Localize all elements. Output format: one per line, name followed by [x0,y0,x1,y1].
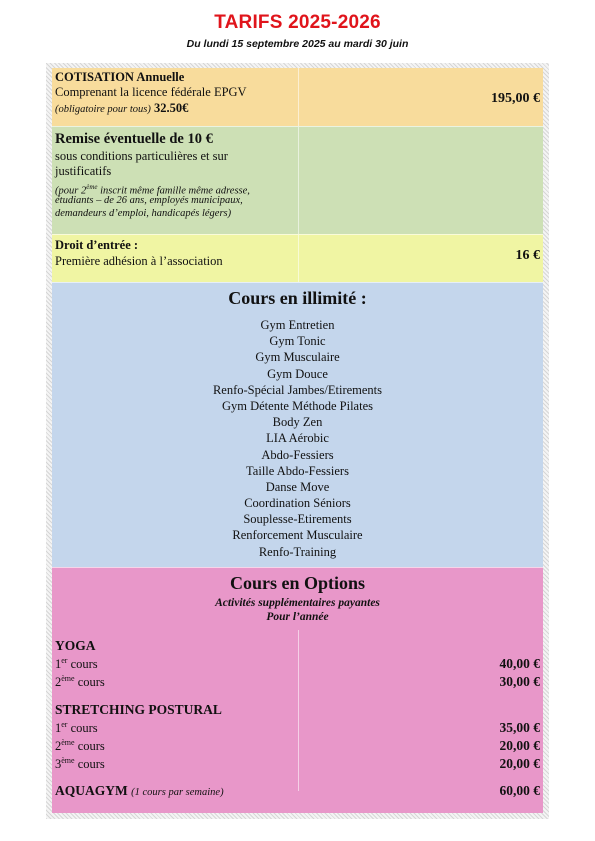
yoga-line-1-num: 1 [55,657,62,671]
remise-title: Remise éventuelle de 10 € [55,131,213,147]
price-table [52,68,543,813]
list-item: Gym Musculaire [255,350,340,365]
price-table-frame [46,63,549,819]
droit-entree-title: Droit d’entrée : [55,238,139,252]
list-item: Taille Abdo-Fessiers [246,463,349,478]
remise-detail-sup: ème [86,183,98,191]
list-item: Gym Douce [267,366,328,381]
column-divider [298,630,299,791]
droit-entree-price: 16 € [515,248,540,263]
list-item: Gym Tonic [269,334,326,349]
list-item: Gym Entretien [260,318,335,332]
droit-entree-line: Première adhésion à l’association [55,254,223,268]
aquagym-title: AQUAGYM [55,783,128,798]
cotisation-title: COTISATION Annuelle [55,70,185,84]
stretching-line-3-num: 3 [55,757,62,771]
cours-illimite-title: Cours en illimité : [228,288,367,308]
column-divider [298,235,299,282]
remise-detail-3: demandeurs d’emploi, handicapés légers) [55,208,232,219]
page-subtitle: Du lundi 15 septembre 2025 au mardi 30 juin [186,38,409,50]
cotisation-note: (obligatoire pour tous) [55,104,151,115]
list-item: Body Zen [272,415,323,430]
remise-line-2: justificatifs [55,164,112,178]
yoga-line-2-label: cours [74,675,105,689]
remise-detail-pre: (pour 2 [55,185,87,197]
remise-detail-2: étudiants – de 26 ans, employés municipaux, [55,195,243,206]
stretching-line-3 [55,756,105,772]
aquagym-title-line [55,783,224,799]
stretching-title: STRETCHING POSTURAL [55,702,222,717]
yoga-title: YOGA [55,638,96,653]
stretching-line-1-label: cours [67,721,98,735]
cotisation-note-line [55,101,188,116]
stretching-line-1 [55,720,98,736]
yoga-line-1-sup: er [61,656,68,665]
stretching-line-3-label: cours [74,757,105,771]
yoga-line-2-num: 2 [55,675,62,689]
stretching-line-1-num: 1 [55,721,62,735]
column-divider [298,127,299,234]
cours-options-subtitle-2: Pour l’année [266,611,329,623]
list-item: Abdo-Fessiers [261,447,334,462]
cotisation-note-amount: 32.50€ [153,101,189,115]
stretching-line-1-sup: er [61,720,68,729]
aquagym-price: 60,00 € [499,783,540,798]
yoga-line-1 [55,656,98,672]
stretching-line-2-num: 2 [55,739,62,753]
stretching-line-2-label: cours [74,739,105,753]
stretching-line-2-sup: ème [61,738,75,747]
list-item: LIA Aérobic [266,431,329,446]
list-item: Renfo-Training [258,544,337,559]
list-item: Gym Détente Méthode Pilates [221,398,373,413]
page-title: TARIFS 2025-2026 [214,12,381,33]
stretching-price-1: 35,00 € [499,720,540,735]
list-item: Danse Move [265,479,330,494]
cours-illimite-section [52,282,543,567]
yoga-line-2-sup: ème [61,674,75,683]
droit-entree-row [52,234,543,282]
remise-line-1: sous conditions particulières et sur [55,149,228,163]
cotisation-line: Comprenant la licence fédérale EPGV [55,85,247,99]
yoga-price-2: 30,00 € [499,674,540,689]
list-item: Coordination Séniors [244,496,351,511]
stretching-price-3: 20,00 € [499,756,540,771]
yoga-line-1-label: cours [67,657,98,671]
list-item: Renfo-Spécial Jambes/Etirements [212,382,383,397]
list-item: Souplesse-Etirements [243,512,352,527]
remise-detail-post: inscrit même famille même adresse, [97,185,250,197]
cours-options-title: Cours en Options [229,573,366,593]
course-list [52,317,543,560]
column-divider [298,68,299,126]
stretching-price-2: 20,00 € [499,738,540,753]
stretching-line-3-sup: ème [61,756,75,765]
cours-options-section [52,567,543,813]
yoga-line-2 [55,674,105,690]
stretching-line-2 [55,738,105,754]
cours-options-subtitle-1: Activités supplémentaires payantes [215,597,380,609]
yoga-price-1: 40,00 € [499,656,540,671]
aquagym-note: (1 cours par semaine) [131,787,224,798]
remise-row [52,126,543,234]
cotisation-price: 195,00 € [491,91,540,106]
cotisation-row [52,68,543,126]
list-item: Renforcement Musculaire [232,528,363,543]
